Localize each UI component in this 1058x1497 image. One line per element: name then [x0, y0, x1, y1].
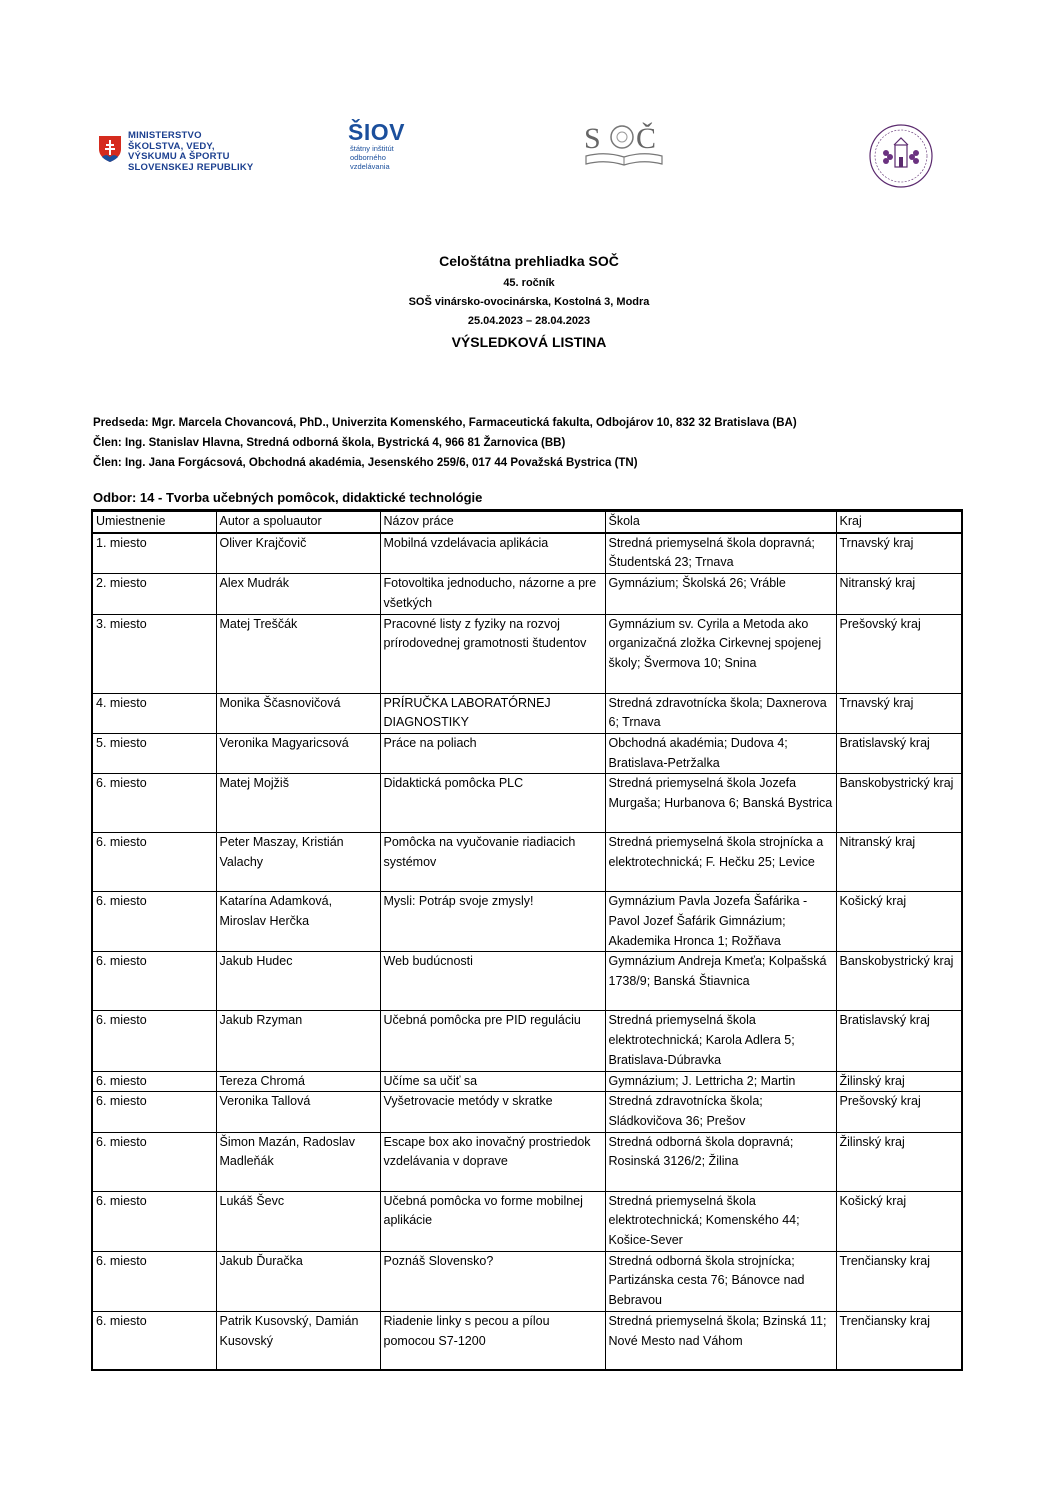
table-row	[92, 892, 962, 952]
column-header: Názov práce	[380, 511, 605, 533]
placement-cell: 6. miesto	[92, 1311, 216, 1370]
school-cell: Stredná priemyselná škola elektrotechnická; Komenského 44; Košice-Sever	[605, 1191, 836, 1251]
title-cell: Učíme sa učiť sa	[380, 1071, 605, 1092]
author-cell: Veronika Tallová	[216, 1092, 380, 1132]
author-cell: Lukáš Ševc	[216, 1191, 380, 1251]
school-cell: Gymnázium; Školská 26; Vráble	[605, 574, 836, 614]
title-cell: Vyšetrovacie metódy v skratke	[380, 1092, 605, 1132]
school-cell: Stredná priemyselná škola dopravná; Študentská 23; Trnava	[605, 533, 836, 574]
page-title: Celoštátna prehliadka SOČ	[439, 253, 619, 269]
table-row	[92, 614, 962, 693]
title-cell: Mobilná vzdelávacia aplikácia	[380, 533, 605, 574]
school-cell: Stredná priemyselná škola; Bzinská 11; Nové Mesto nad Váhom	[605, 1311, 836, 1370]
author-cell: Patrik Kusovský, Damián Kusovský	[216, 1311, 380, 1370]
placement-cell: 6. miesto	[92, 1191, 216, 1251]
author-cell: Jakub Hudec	[216, 952, 380, 1011]
school-cell: Gymnázium Andreja Kmeťa; Kolpašská 1738/9; Banská Štiavnica	[605, 952, 836, 1011]
author-cell: Matej Mojžiš	[216, 774, 380, 833]
placement-cell: 6. miesto	[92, 774, 216, 833]
slovak-coat-of-arms-icon	[98, 135, 122, 163]
region-cell: Trenčiansky kraj	[836, 1311, 962, 1370]
title-cell: Escape box ako inovačný prostriedok vzdelávania v doprave	[380, 1132, 605, 1191]
region-cell: Žilinský kraj	[836, 1071, 962, 1092]
table-row	[92, 574, 962, 614]
school-cell: Stredná odborná škola strojnícka; Partizánska cesta 76; Bánovce nad Bebravou	[605, 1251, 836, 1311]
ministry-logo-text	[128, 131, 253, 173]
siov-logo	[348, 120, 428, 185]
column-header: Umiestnenie	[92, 511, 216, 533]
region-cell: Banskobystrický kraj	[836, 774, 962, 833]
region-cell: Nitranský kraj	[836, 833, 962, 892]
committee-member: Člen: Ing. Jana Forgácsová, Obchodná akadémia, Jesenského 259/6, 017 44 Považská Bystrica (TN)	[93, 457, 638, 469]
placement-cell: 6. miesto	[92, 952, 216, 1011]
table-row	[92, 952, 962, 1011]
author-cell: Monika Ščasnovičová	[216, 693, 380, 733]
school-cell: Stredná odborná škola dopravná; Rosinská 3126/2; Žilina	[605, 1132, 836, 1191]
siov-sub-line: odborného	[350, 153, 386, 162]
table-row	[92, 1071, 962, 1092]
region-cell: Prešovský kraj	[836, 1092, 962, 1132]
placement-cell: 5. miesto	[92, 733, 216, 773]
school-cell: Stredná priemyselná škola Jozefa Murgaša; Hurbanova 6; Banská Bystrica	[605, 774, 836, 833]
ministry-line: MINISTERSTVO	[128, 130, 202, 141]
school-cell: Stredná priemyselná škola strojnícka a elektrotechnická; F. Hečku 25; Levice	[605, 833, 836, 892]
author-cell: Alex Mudrák	[216, 574, 380, 614]
committee-member: Člen: Ing. Stanislav Hlavna, Stredná odborná škola, Bystrická 4, 966 81 Žarnovica (BB)	[93, 437, 566, 449]
table-row	[92, 1132, 962, 1191]
title-cell: Mysli: Potráp svoje zmysly!	[380, 892, 605, 952]
author-cell: Katarína Adamková, Miroslav Herčka	[216, 892, 380, 952]
placement-cell: 2. miesto	[92, 574, 216, 614]
table-row	[92, 1092, 962, 1132]
siov-sub-line: vzdelávania	[350, 162, 390, 171]
region-cell: Košický kraj	[836, 892, 962, 952]
column-header: Autor a spoluautor	[216, 511, 380, 533]
placement-cell: 6. miesto	[92, 1251, 216, 1311]
table-row	[92, 533, 962, 574]
soc-logo	[580, 120, 670, 168]
title-cell: Pracovné listy z fyziky na rozvoj prírodovednej gramotnosti študentov	[380, 614, 605, 693]
table-header-row	[92, 511, 962, 533]
placement-cell: 1. miesto	[92, 533, 216, 574]
ministry-line: SLOVENSKEJ REPUBLIKY	[128, 161, 254, 173]
table-row	[92, 1251, 962, 1311]
svg-text:S: S	[584, 122, 603, 155]
title-cell: PRÍRUČKA LABORATÓRNEJ DIAGNOSTIKY	[380, 693, 605, 733]
school-cell: Stredná zdravotnícka škola; Daxnerova 6; Trnava	[605, 693, 836, 733]
siov-sub-line: štátny inštitút	[350, 144, 394, 153]
region-cell: Banskobystrický kraj	[836, 952, 962, 1011]
title-cell: Poznáš Slovensko?	[380, 1251, 605, 1311]
school-cell: Gymnázium Pavla Jozefa Šafárika - Pavol Jozef Šafárik Gimnázium; Akademika Hronca 1; Rožňava	[605, 892, 836, 952]
title-cell: Práce na poliach	[380, 733, 605, 773]
placement-cell: 4. miesto	[92, 693, 216, 733]
region-cell: Bratislavský kraj	[836, 1011, 962, 1071]
placement-cell: 3. miesto	[92, 614, 216, 693]
author-cell: Jakub Ďuračka	[216, 1251, 380, 1311]
table-row	[92, 693, 962, 733]
author-cell: Peter Maszay, Kristián Valachy	[216, 833, 380, 892]
region-cell: Trnavský kraj	[836, 533, 962, 574]
region-cell: Nitranský kraj	[836, 574, 962, 614]
edition-number: 45. ročník	[503, 277, 555, 289]
table-row	[92, 1311, 962, 1370]
author-cell: Šimon Mazán, Radoslav Madleňák	[216, 1132, 380, 1191]
event-dates: 25.04.2023 – 28.04.2023	[467, 315, 591, 327]
title-cell: Web budúcnosti	[380, 952, 605, 1011]
svg-text:Č: Č	[636, 122, 657, 155]
siov-subtitle	[350, 144, 428, 171]
category-heading: Odbor: 14 - Tvorba učebných pomôcok, didaktické technológie	[93, 490, 483, 505]
school-cell: Stredná zdravotnícka škola; Sládkovičova 36; Prešov	[605, 1092, 836, 1132]
school-cell: Gymnázium sv. Cyrila a Metoda ako organizačná zložka Cirkevnej spojenej školy; Švermova 10; Snina	[605, 614, 836, 693]
table-row	[92, 833, 962, 892]
author-cell: Jakub Rzyman	[216, 1011, 380, 1071]
soc-book-icon	[580, 120, 670, 168]
title-cell: Pomôcka na vyučovanie riadiacich systémov	[380, 833, 605, 892]
siov-title: ŠIOV	[348, 119, 405, 145]
placement-cell: 6. miesto	[92, 1132, 216, 1191]
table-row	[92, 733, 962, 773]
region-cell: Bratislavský kraj	[836, 733, 962, 773]
grape-emblem-icon	[868, 123, 934, 189]
table-row	[92, 1011, 962, 1071]
title-cell: Fotovoltika jednoducho, názorne a pre všetkých	[380, 574, 605, 614]
placement-cell: 6. miesto	[92, 1011, 216, 1071]
host-school: SOŠ vinársko-ovocinárska, Kostolná 3, Modra	[408, 296, 650, 308]
region-cell: Žilinský kraj	[836, 1132, 962, 1191]
region-cell: Prešovský kraj	[836, 614, 962, 693]
author-cell: Tereza Chromá	[216, 1071, 380, 1092]
table-row	[92, 1191, 962, 1251]
committee-chair: Predseda: Mgr. Marcela Chovancová, PhD., Univerzita Komenského, Farmaceutická fakulta, Odbojárov 10, 832 32 Bratislava (BA)	[93, 417, 797, 429]
title-cell: Riadenie linky s pecou a pílou pomocou S7-1200	[380, 1311, 605, 1370]
modra-school-logo	[868, 123, 934, 189]
results-heading: VÝSLEDKOVÁ LISTINA	[451, 334, 607, 350]
title-cell: Didaktická pomôcka PLC	[380, 774, 605, 833]
column-header: Kraj	[836, 511, 962, 533]
title-cell: Učebná pomôcka pre PID reguláciu	[380, 1011, 605, 1071]
placement-cell: 6. miesto	[92, 1071, 216, 1092]
school-cell: Gymnázium; J. Lettricha 2; Martin	[605, 1071, 836, 1092]
author-cell: Veronika Magyaricsová	[216, 733, 380, 773]
title-cell: Učebná pomôcka vo forme mobilnej aplikácie	[380, 1191, 605, 1251]
ministry-line: VÝSKUMU A ŠPORTU	[128, 151, 230, 162]
results-table	[91, 509, 963, 1371]
table-row	[92, 774, 962, 833]
region-cell: Trnavský kraj	[836, 693, 962, 733]
school-cell: Stredná priemyselná škola elektrotechnická; Karola Adlera 5; Bratislava-Dúbravka	[605, 1011, 836, 1071]
ministry-logo	[98, 131, 258, 181]
placement-cell: 6. miesto	[92, 892, 216, 952]
ministry-line: ŠKOLSTVA, VEDY,	[128, 140, 215, 152]
placement-cell: 6. miesto	[92, 833, 216, 892]
region-cell: Trenčiansky kraj	[836, 1251, 962, 1311]
author-cell: Matej Treščák	[216, 614, 380, 693]
region-cell: Košický kraj	[836, 1191, 962, 1251]
school-cell: Obchodná akadémia; Dudova 4; Bratislava-Petržalka	[605, 733, 836, 773]
author-cell: Oliver Krajčovič	[216, 533, 380, 574]
placement-cell: 6. miesto	[92, 1092, 216, 1132]
column-header: Škola	[605, 511, 836, 533]
